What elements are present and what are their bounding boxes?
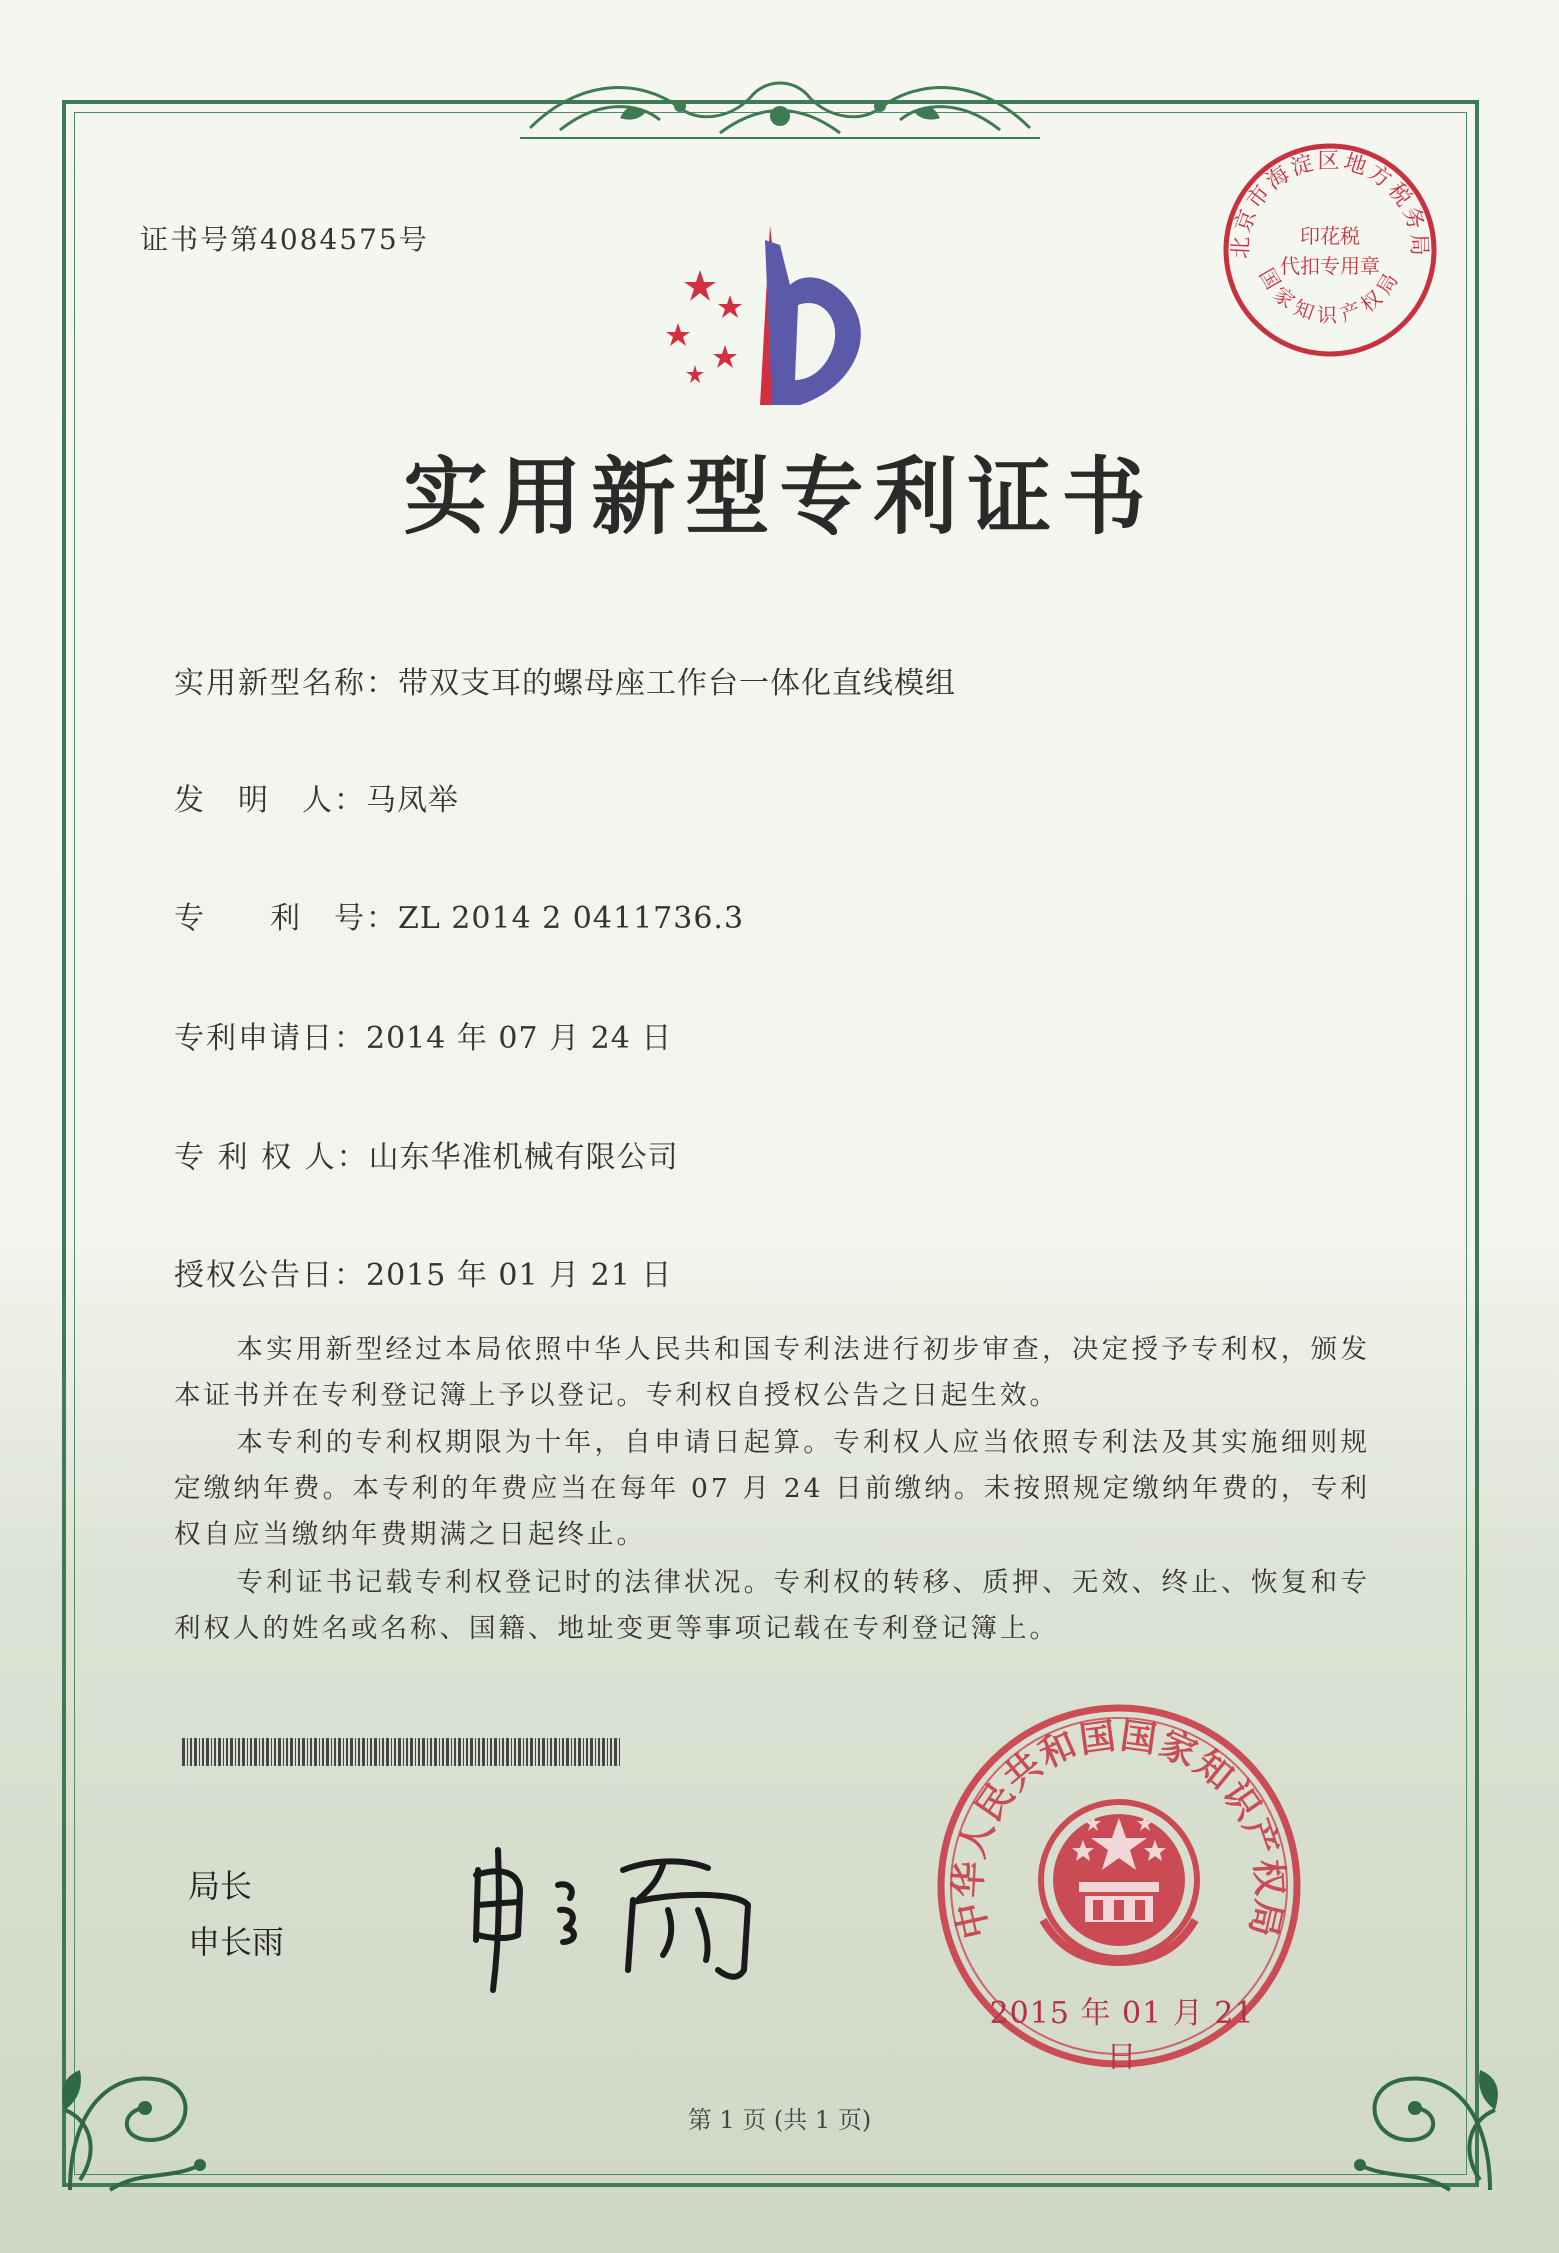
field-value: 马凤举 [366, 783, 459, 818]
field-value: 山东华准机械有限公司 [368, 1140, 679, 1175]
barcode [182, 1738, 622, 1766]
bottom-left-ornament [50, 1950, 250, 2200]
director-title: 局长 [188, 1867, 253, 1905]
bottom-right-ornament [1310, 1950, 1510, 2200]
field-value: ZL 2014 2 0411736.3 [398, 901, 745, 936]
paragraph-grant-statement [174, 1327, 1370, 1419]
field-value: 带双支耳的螺母座工作台一体化直线模组 [398, 666, 956, 701]
field-patent-number [174, 893, 744, 937]
director-signature [448, 1830, 808, 2000]
field-label: 专 利 权 人： [174, 1140, 369, 1175]
tax-stamp-ring-text: 北京市海淀区地方税务局 [1228, 148, 1432, 260]
field-label: 实用新型名称： [174, 666, 398, 701]
field-label: 授权公告日： [174, 1258, 366, 1293]
seal-ring-text: 中华人民共和国国家知识产权局 [948, 1715, 1290, 1943]
field-patentee [174, 1132, 679, 1176]
tax-stamp [1218, 138, 1442, 362]
field-application-date [174, 1013, 672, 1057]
seal-date: 2015 年 01 月 21 日 [989, 1996, 1255, 2075]
field-value: 2014 年 07 月 24 日 [366, 1021, 673, 1056]
tax-stamp-center-line2: 代扣专用章 [1280, 254, 1380, 278]
tax-stamp-center-line1: 印花税 [1300, 224, 1360, 248]
paragraph-text: 本实用新型经过本局依照中华人民共和国专利法进行初步审查，决定授予专利权，颁发本证书并在专利登记簿上予以登记。专利权自授权公告之日起生效。 [174, 1334, 1370, 1411]
director-block [188, 1858, 284, 1970]
field-label: 专 利 号： [174, 901, 398, 936]
paragraph-text: 专利证书记载专利权登记时的法律状况。专利权的转移、质押、无效、终止、恢复和专利权人的姓名或名称、国籍、地址变更等事项记载在专利登记簿上。 [174, 1567, 1370, 1644]
field-inventor [174, 775, 459, 819]
patent-office-logo [640, 215, 890, 415]
paragraph-legal-status [174, 1560, 1370, 1652]
paragraph-text: 本专利的专利权期限为十年，自申请日起算。专利权人应当依照专利法及其实施细则规定缴纳年费。本专利的年费应当在每年 07 月 24 日前缴纳。未按照规定缴纳年费的，专利权自应当缴纳年费期满之日起终止。 [174, 1427, 1370, 1550]
paragraph-term-and-fees [174, 1420, 1370, 1558]
tax-stamp-bottom-text: 国家知识产权局 [1254, 264, 1406, 327]
director-name: 申长雨 [188, 1923, 285, 1961]
field-utility-model-name [174, 658, 956, 702]
certificate-number: 证书号第4084575号 [140, 223, 429, 256]
certificate-title: 实用新型专利证书 [403, 448, 1156, 546]
field-grant-date [174, 1250, 672, 1294]
field-value: 2015 年 01 月 21 日 [366, 1258, 673, 1293]
field-label: 专利申请日： [174, 1021, 366, 1056]
field-label: 发 明 人： [174, 783, 366, 818]
page-number: 第 1 页 (共 1 页) [687, 2106, 872, 2134]
top-ornament [520, 58, 1040, 148]
